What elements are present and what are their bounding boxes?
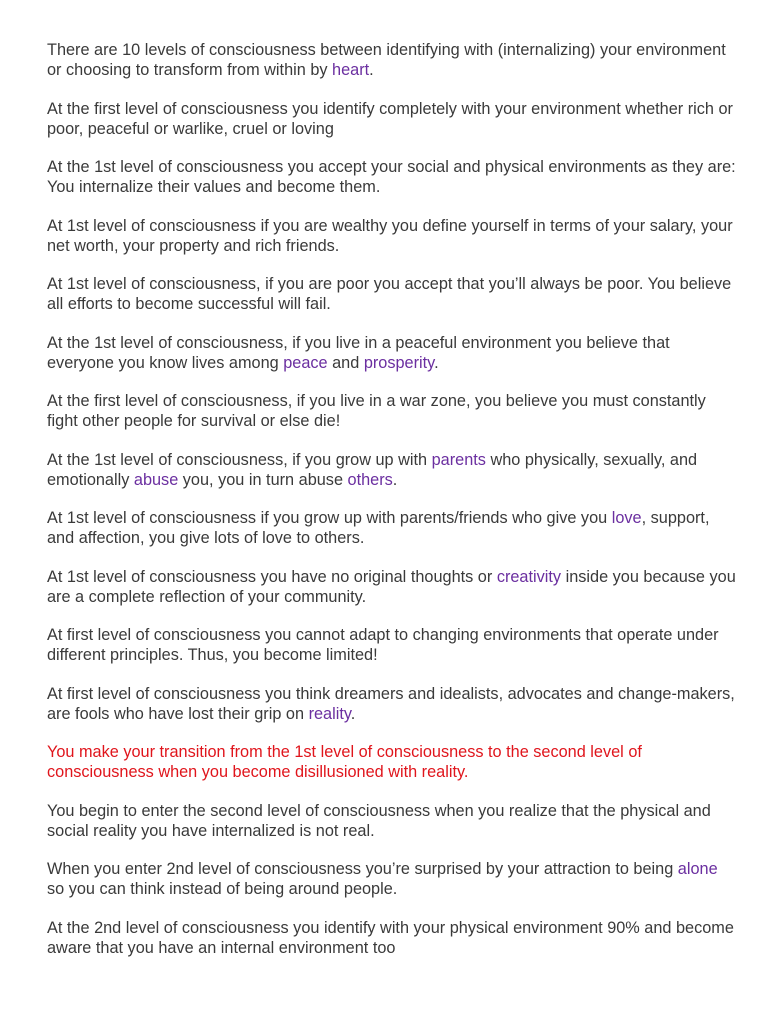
paragraph bbox=[47, 801, 737, 841]
paragraph-text: . bbox=[434, 353, 439, 372]
keyword-link[interactable]: peace bbox=[283, 353, 328, 372]
paragraph-text: and bbox=[327, 353, 364, 372]
paragraph-text: inside you because you are a complete reflection of your community. bbox=[47, 567, 736, 606]
paragraph-text: . bbox=[350, 704, 356, 723]
paragraph-text: At 1st level of consciousness you have no original thoughts or bbox=[47, 567, 497, 586]
paragraph-text: At 1st level of consciousness, if you are poor you accept that you’ll always be poor. You believe all efforts to become successful will fail. bbox=[47, 275, 732, 313]
paragraph bbox=[47, 918, 737, 958]
paragraph bbox=[47, 216, 737, 256]
paragraph-text: At 1st level of consciousness if you are wealthy you define yourself in terms of your salary, your net worth, your property and rich friends. bbox=[47, 216, 733, 255]
paragraph-text: There are 10 levels of consciousness between identifying with (internalizing) your environment or choosing to transform from within by bbox=[47, 41, 726, 79]
keyword-link[interactable]: prosperity bbox=[363, 353, 435, 372]
paragraph-text: At 1st level of consciousness if you grow up with parents/friends who give you bbox=[47, 509, 612, 527]
paragraph-text: you, you in turn abuse bbox=[178, 470, 348, 489]
paragraph-text: At the 1st level of consciousness, if you grow up with bbox=[47, 450, 432, 469]
keyword-link[interactable]: love bbox=[611, 509, 642, 527]
paragraph bbox=[47, 625, 737, 665]
paragraph-text: At the first level of consciousness you identify completely with your environment whether rich or poor, peaceful or warlike, cruel or loving bbox=[47, 99, 733, 138]
paragraph bbox=[47, 508, 737, 548]
paragraph-text: so you can think instead of being around people. bbox=[47, 880, 398, 898]
paragraph-text: , support, and affection, you give lots of love to others. bbox=[47, 509, 710, 547]
paragraph-text: At first level of consciousness you think dreamers and idealists, advocates and change-makers, are fools who have lost their grip on bbox=[47, 684, 735, 723]
paragraph bbox=[47, 333, 737, 373]
highlighted-paragraph bbox=[47, 742, 737, 782]
keyword-link[interactable]: abuse bbox=[133, 470, 179, 489]
keyword-link[interactable]: creativity bbox=[496, 567, 562, 586]
paragraph bbox=[47, 157, 737, 197]
paragraph-text: When you enter 2nd level of consciousness you’re surprised by your attraction to being bbox=[47, 860, 678, 878]
paragraph bbox=[47, 99, 737, 139]
paragraph-text: At the 1st level of consciousness, if you live in a peaceful environment you believe that everyone you know lives among bbox=[47, 333, 670, 372]
paragraph bbox=[47, 40, 737, 80]
paragraph-text: At first level of consciousness you cannot adapt to changing environments that operate under different principles. Thus, you become limited! bbox=[47, 626, 719, 664]
keyword-link[interactable]: reality bbox=[308, 704, 351, 723]
paragraph bbox=[47, 684, 737, 724]
paragraph-text: . bbox=[369, 61, 374, 79]
paragraph-text: At the 2nd level of consciousness you identify with your physical environment 90% and become aware that you have an internal environment too bbox=[47, 918, 734, 957]
paragraph bbox=[47, 391, 737, 431]
keyword-link[interactable]: others bbox=[347, 470, 393, 489]
paragraph bbox=[47, 567, 737, 607]
paragraph-text: At the first level of consciousness, if you live in a war zone, you believe you must constantly fight other people for survival or else die! bbox=[47, 392, 706, 430]
paragraph bbox=[47, 450, 737, 490]
keyword-link[interactable]: alone bbox=[677, 860, 718, 878]
paragraph-text: At the 1st level of consciousness you accept your social and physical environments as they are: You internalize their values and become them. bbox=[47, 158, 736, 196]
paragraph-text: You begin to enter the second level of consciousness when you realize that the physical and social reality you have internalized is not real. bbox=[47, 801, 711, 840]
paragraph-text: who physically, sexually, and emotionally bbox=[47, 450, 698, 489]
paragraph bbox=[47, 274, 737, 314]
keyword-link[interactable]: heart bbox=[332, 61, 370, 79]
document-body bbox=[47, 40, 737, 976]
paragraph-text: . bbox=[392, 470, 398, 489]
keyword-link[interactable]: parents bbox=[431, 450, 486, 469]
paragraph-text: You make your transition from the 1st level of consciousness to the second level of consciousness when you become disillusioned with reality. bbox=[47, 743, 642, 781]
paragraph bbox=[47, 859, 737, 899]
